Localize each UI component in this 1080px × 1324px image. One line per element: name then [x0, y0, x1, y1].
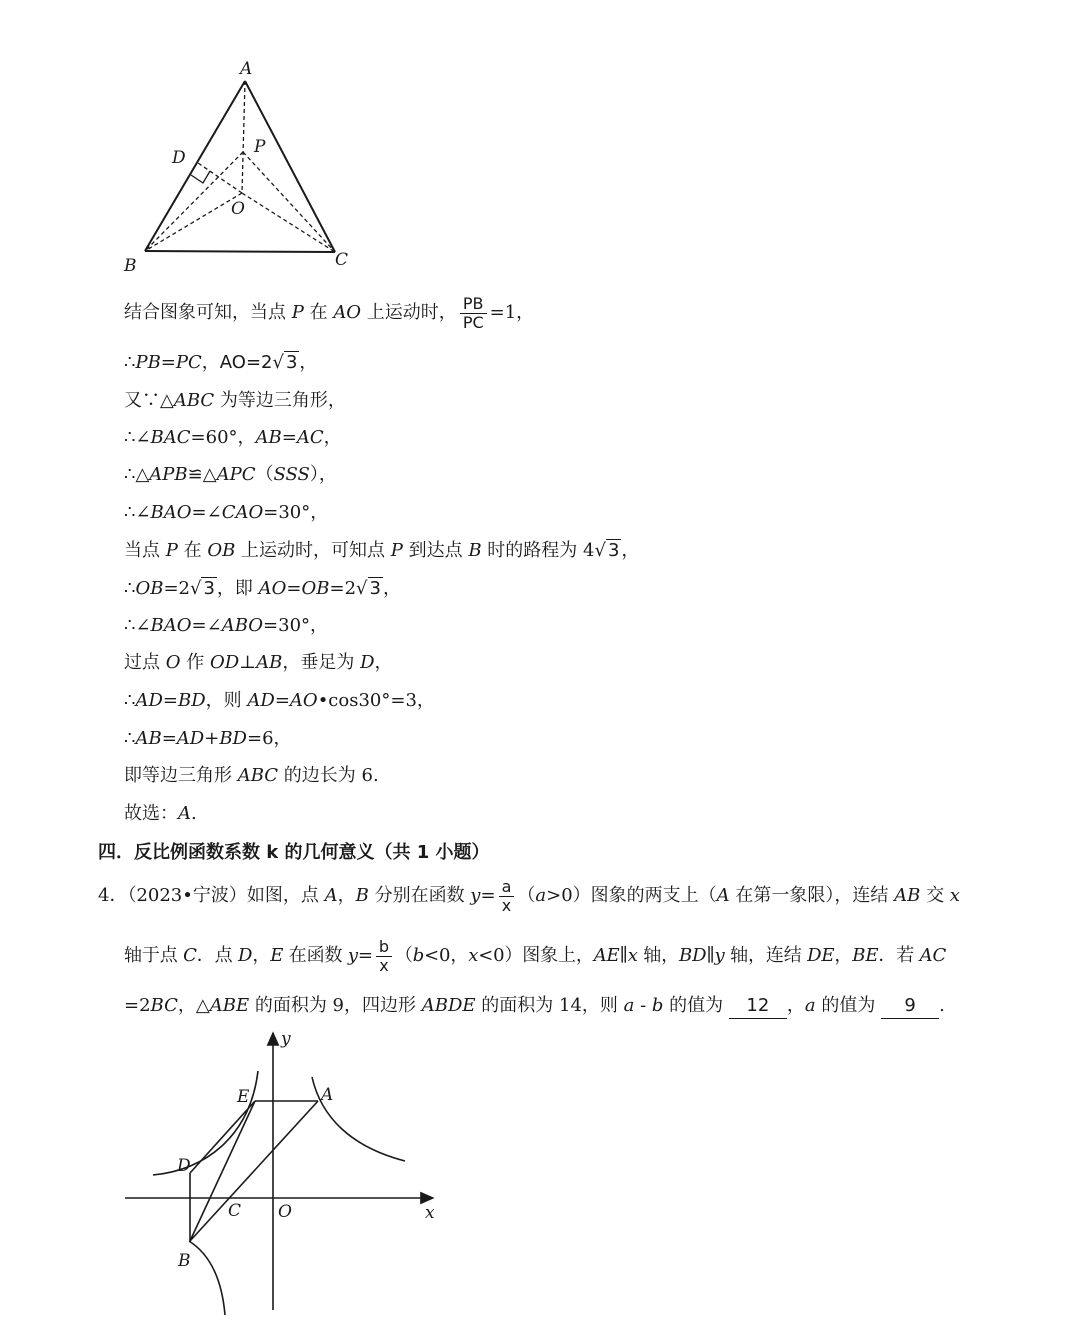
segment-DE [190, 1101, 255, 1173]
segment-OC [242, 193, 335, 252]
fraction-b-over-x: $\frac{b}{x}$ [376, 938, 392, 975]
fraction-a-over-x: $\frac{a}{x}$ [499, 878, 515, 915]
solution-line-10: 过点 O 作 OD⊥AB，垂足为 D， [124, 652, 393, 673]
sqrt-3: √ 3 [189, 578, 215, 599]
segment-AB [190, 1101, 318, 1241]
solution-line-2: ∴PB=PC，AO=2√ 3 ， [124, 352, 318, 373]
solution-line-9: ∴∠BAO=∠ABO=30°， [124, 615, 329, 636]
problem-row-3: =2BC，△ABE 的面积为 9，四边形 ABDE 的面积为 14，则 a - b 的值为 12 ，a 的值为 9 . [124, 994, 945, 1019]
answer-blank-1: 12 [729, 994, 787, 1019]
segment-EB [190, 1101, 255, 1241]
label-x: x [425, 1203, 435, 1223]
solution-line-8: ∴OB=2√ 3 ，即 AO=OB=2√ 3 ， [124, 578, 401, 599]
solution-line-6: ∴∠BAO=∠CAO=30°， [124, 502, 329, 523]
side-AB [145, 81, 245, 251]
label-D: D [177, 1156, 191, 1176]
solution-line-5: ∴△APB≌△APC（SSS）， [124, 464, 337, 485]
label-A: A [240, 59, 253, 79]
solution-line-14: 故选：A. [124, 803, 197, 824]
solution-line-7: 当点 P 在 OB 上运动时，可知点 P 到达点 B 时的路程为 4√ 3 ， [124, 540, 640, 561]
segment-AO [242, 81, 245, 193]
solution-line-4: ∴∠BAC=60°，AB=AC， [124, 427, 342, 448]
problem-row-1: 4．（2023•宁波）如图，点 A，B 分别在函数 y= $\frac{a}{x}$ （a>0）图象的两支上（A 在第一象限），连结 AB 交 x [98, 876, 960, 915]
label-E: E [237, 1087, 250, 1107]
label-C: C [335, 250, 349, 270]
label-A: A [321, 1085, 334, 1105]
segment-OD [198, 163, 242, 193]
label-O: O [231, 199, 245, 219]
solution-line-11: ∴AD=BD，则 AD=AO•cos30°=3， [124, 690, 435, 711]
side-BC [145, 251, 335, 252]
label-O: O [278, 1202, 292, 1222]
answer-blank-2: 9 [881, 994, 939, 1019]
curve-b-over-x-lower [189, 1241, 225, 1315]
label-B: B [124, 256, 137, 276]
solution-line-12: ∴AB=AD+BD=6， [124, 728, 292, 749]
label-P: P [254, 137, 266, 157]
side-AC [245, 81, 335, 252]
solution-line-13: 即等边三角形 ABC 的边长为 6. [124, 765, 379, 786]
label-y: y [281, 1029, 291, 1049]
problem-row-2: 轴于点 C．点 D，E 在函数 y= $\frac{b}{x}$ （b<0，x<0）图象上，AE∥x 轴，BD∥y 轴，连结 DE，BE．若 AC [124, 936, 947, 975]
triangle-figure [110, 50, 390, 290]
solution-line-3: 又∵△ABC 为等边三角形， [124, 390, 346, 411]
section-heading: 四．反比例函数系数 k 的几何意义（共 1 小题） [98, 842, 490, 863]
solution-line-1: 结合图象可知，当点 P 在 AO 上运动时， $\frac{PB}{PC}$ =1， [124, 293, 535, 332]
right-angle-mark [191, 171, 210, 183]
label-B: B [178, 1251, 191, 1271]
hyperbola-figure [115, 1025, 455, 1320]
label-D: D [172, 148, 186, 168]
sqrt-3: √ 3 [594, 540, 620, 561]
fraction-pb-pc: $\frac{PB}{PC}$ [460, 295, 487, 332]
sqrt-3: √ 3 [356, 578, 381, 599]
label-C: C [228, 1201, 242, 1221]
sqrt-3: √ 3 [272, 352, 298, 373]
